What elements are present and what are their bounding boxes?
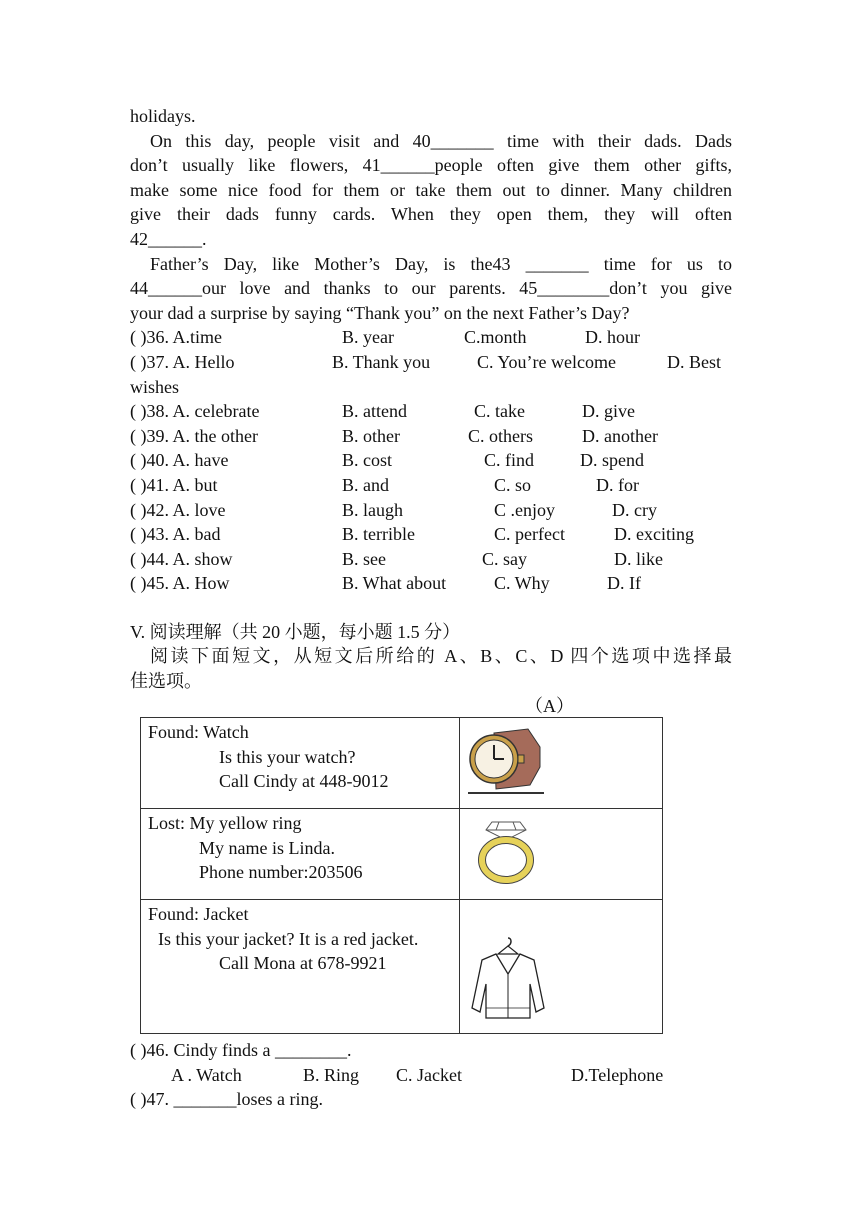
notice-line: Phone number:203506 (199, 862, 363, 883)
question-37-wrap: wishes (130, 376, 179, 397)
option-c: C. You’re welcome (477, 351, 616, 372)
option-d: D.Telephone (571, 1064, 664, 1085)
option-b: B. attend (342, 401, 407, 422)
notice-row (141, 718, 663, 809)
question-stem: ( )41. A. but (130, 474, 218, 495)
notice-line: Is this your watch? (219, 746, 356, 767)
passage-line: Father’s Day, like Mother’s Day, is the43 _______ time for us to (150, 253, 732, 274)
option-d: D. hour (585, 327, 640, 348)
section-instruction: 佳选项。 (130, 671, 202, 692)
question-44 (130, 547, 732, 572)
ring-icon (466, 870, 546, 890)
question-40 (130, 448, 732, 473)
option-b: B. and (342, 474, 389, 495)
option-c: C. perfect (494, 524, 565, 545)
question-47-stem: ( )47. _______loses a ring. (130, 1089, 323, 1110)
option-b: B. other (342, 425, 400, 446)
notice-title: Found: Watch (148, 722, 249, 742)
notice-image (460, 718, 663, 809)
passage-line: don’t usually like flowers, 41______people often give them other gifts, (130, 155, 732, 176)
option-c: C .enjoy (494, 499, 555, 520)
option-c: C. so (494, 474, 532, 495)
jacket-icon (466, 1006, 550, 1026)
question-46-stem: ( )46. Cindy finds a ________. (130, 1040, 352, 1060)
option-b: B. Ring (303, 1064, 360, 1085)
question-stem: ( )42. A. love (130, 499, 226, 520)
notice-text (141, 718, 460, 809)
notice-line: Is this your jacket? It is a red jacket. (158, 928, 419, 949)
document-page (130, 104, 732, 718)
question-stem: ( )38. A. celebrate (130, 401, 260, 422)
question-36 (130, 325, 732, 350)
passage-line: 42______. (130, 228, 207, 249)
notice-table (140, 717, 663, 1034)
option-d: D. give (582, 401, 635, 422)
question-stem: ( )37. A. Hello (130, 351, 235, 372)
option-c: C.month (464, 327, 527, 348)
option-b: B. laugh (342, 499, 403, 520)
option-d: D. Best (667, 351, 721, 372)
passage-line: your dad a surprise by saying “Thank you” on the next Father’s Day? (130, 302, 630, 323)
question-46-options (130, 1063, 732, 1088)
section-instruction: 阅读下面短文，从短文后所给的 A、B、C、D 四个选项中选择最 (150, 646, 732, 667)
question-42 (130, 498, 732, 523)
notice-title: Lost: My yellow ring (148, 813, 302, 833)
question-38 (130, 399, 732, 424)
notice-row (141, 809, 663, 900)
passage-line: give their dads funny cards. When they open them, they will often (130, 204, 732, 225)
question-stem: ( )36. A.time (130, 327, 222, 348)
option-d: D. another (582, 425, 658, 446)
option-b: B. Thank you (332, 351, 431, 372)
notice-text (141, 900, 460, 1034)
option-c: C. others (468, 425, 533, 446)
question-stem: ( )43. A. bad (130, 524, 221, 545)
section-heading: V. 阅读理解（共 20 小题，每小题 1.5 分） (130, 621, 461, 642)
passage-line: holidays. (130, 106, 196, 126)
notice-line: My name is Linda. (199, 837, 335, 858)
question-stem: ( )40. A. have (130, 450, 229, 471)
notice-image (460, 900, 663, 1034)
notice-row (141, 900, 663, 1034)
notice-line: Call Mona at 678-9921 (219, 953, 387, 974)
option-c: C. Why (494, 573, 550, 594)
option-b: B. see (342, 548, 386, 569)
questions-block (130, 1038, 732, 1112)
option-d: D. cry (612, 499, 657, 520)
notice-text (141, 809, 460, 900)
option-d: D. like (614, 548, 663, 569)
option-b: B. year (342, 327, 394, 348)
option-c: C. Jacket (396, 1064, 462, 1085)
notice-image (460, 809, 663, 900)
option-b: B. terrible (342, 524, 415, 545)
watch-icon (466, 779, 546, 799)
passage-label: （A） (525, 695, 574, 716)
question-39 (130, 424, 732, 449)
option-c: C. find (484, 450, 535, 471)
question-stem: ( )44. A. show (130, 548, 233, 569)
question-45 (130, 571, 732, 596)
question-37 (130, 350, 732, 375)
notice-line: Call Cindy at 448-9012 (219, 771, 389, 792)
option-c: C. say (482, 548, 527, 569)
passage-line: On this day, people visit and 40_______ time with their dads. Dads (150, 130, 732, 151)
option-a: A . Watch (171, 1064, 242, 1085)
option-d: D. for (596, 474, 639, 495)
question-stem: ( )39. A. the other (130, 425, 258, 446)
option-d: D. spend (580, 450, 644, 471)
option-d: D. If (607, 573, 641, 594)
option-b: B. What about (342, 573, 447, 594)
question-stem: ( )45. A. How (130, 573, 230, 594)
passage-line: make some nice food for them or take them out to dinner. Many children (130, 179, 732, 200)
option-d: D. exciting (614, 524, 694, 545)
question-43 (130, 522, 732, 547)
question-41 (130, 473, 732, 498)
option-b: B. cost (342, 450, 393, 471)
notice-title: Found: Jacket (148, 904, 249, 924)
option-c: C. take (474, 401, 525, 422)
passage-line: 44______our love and thanks to our parents. 45________don’t you give (130, 278, 732, 299)
